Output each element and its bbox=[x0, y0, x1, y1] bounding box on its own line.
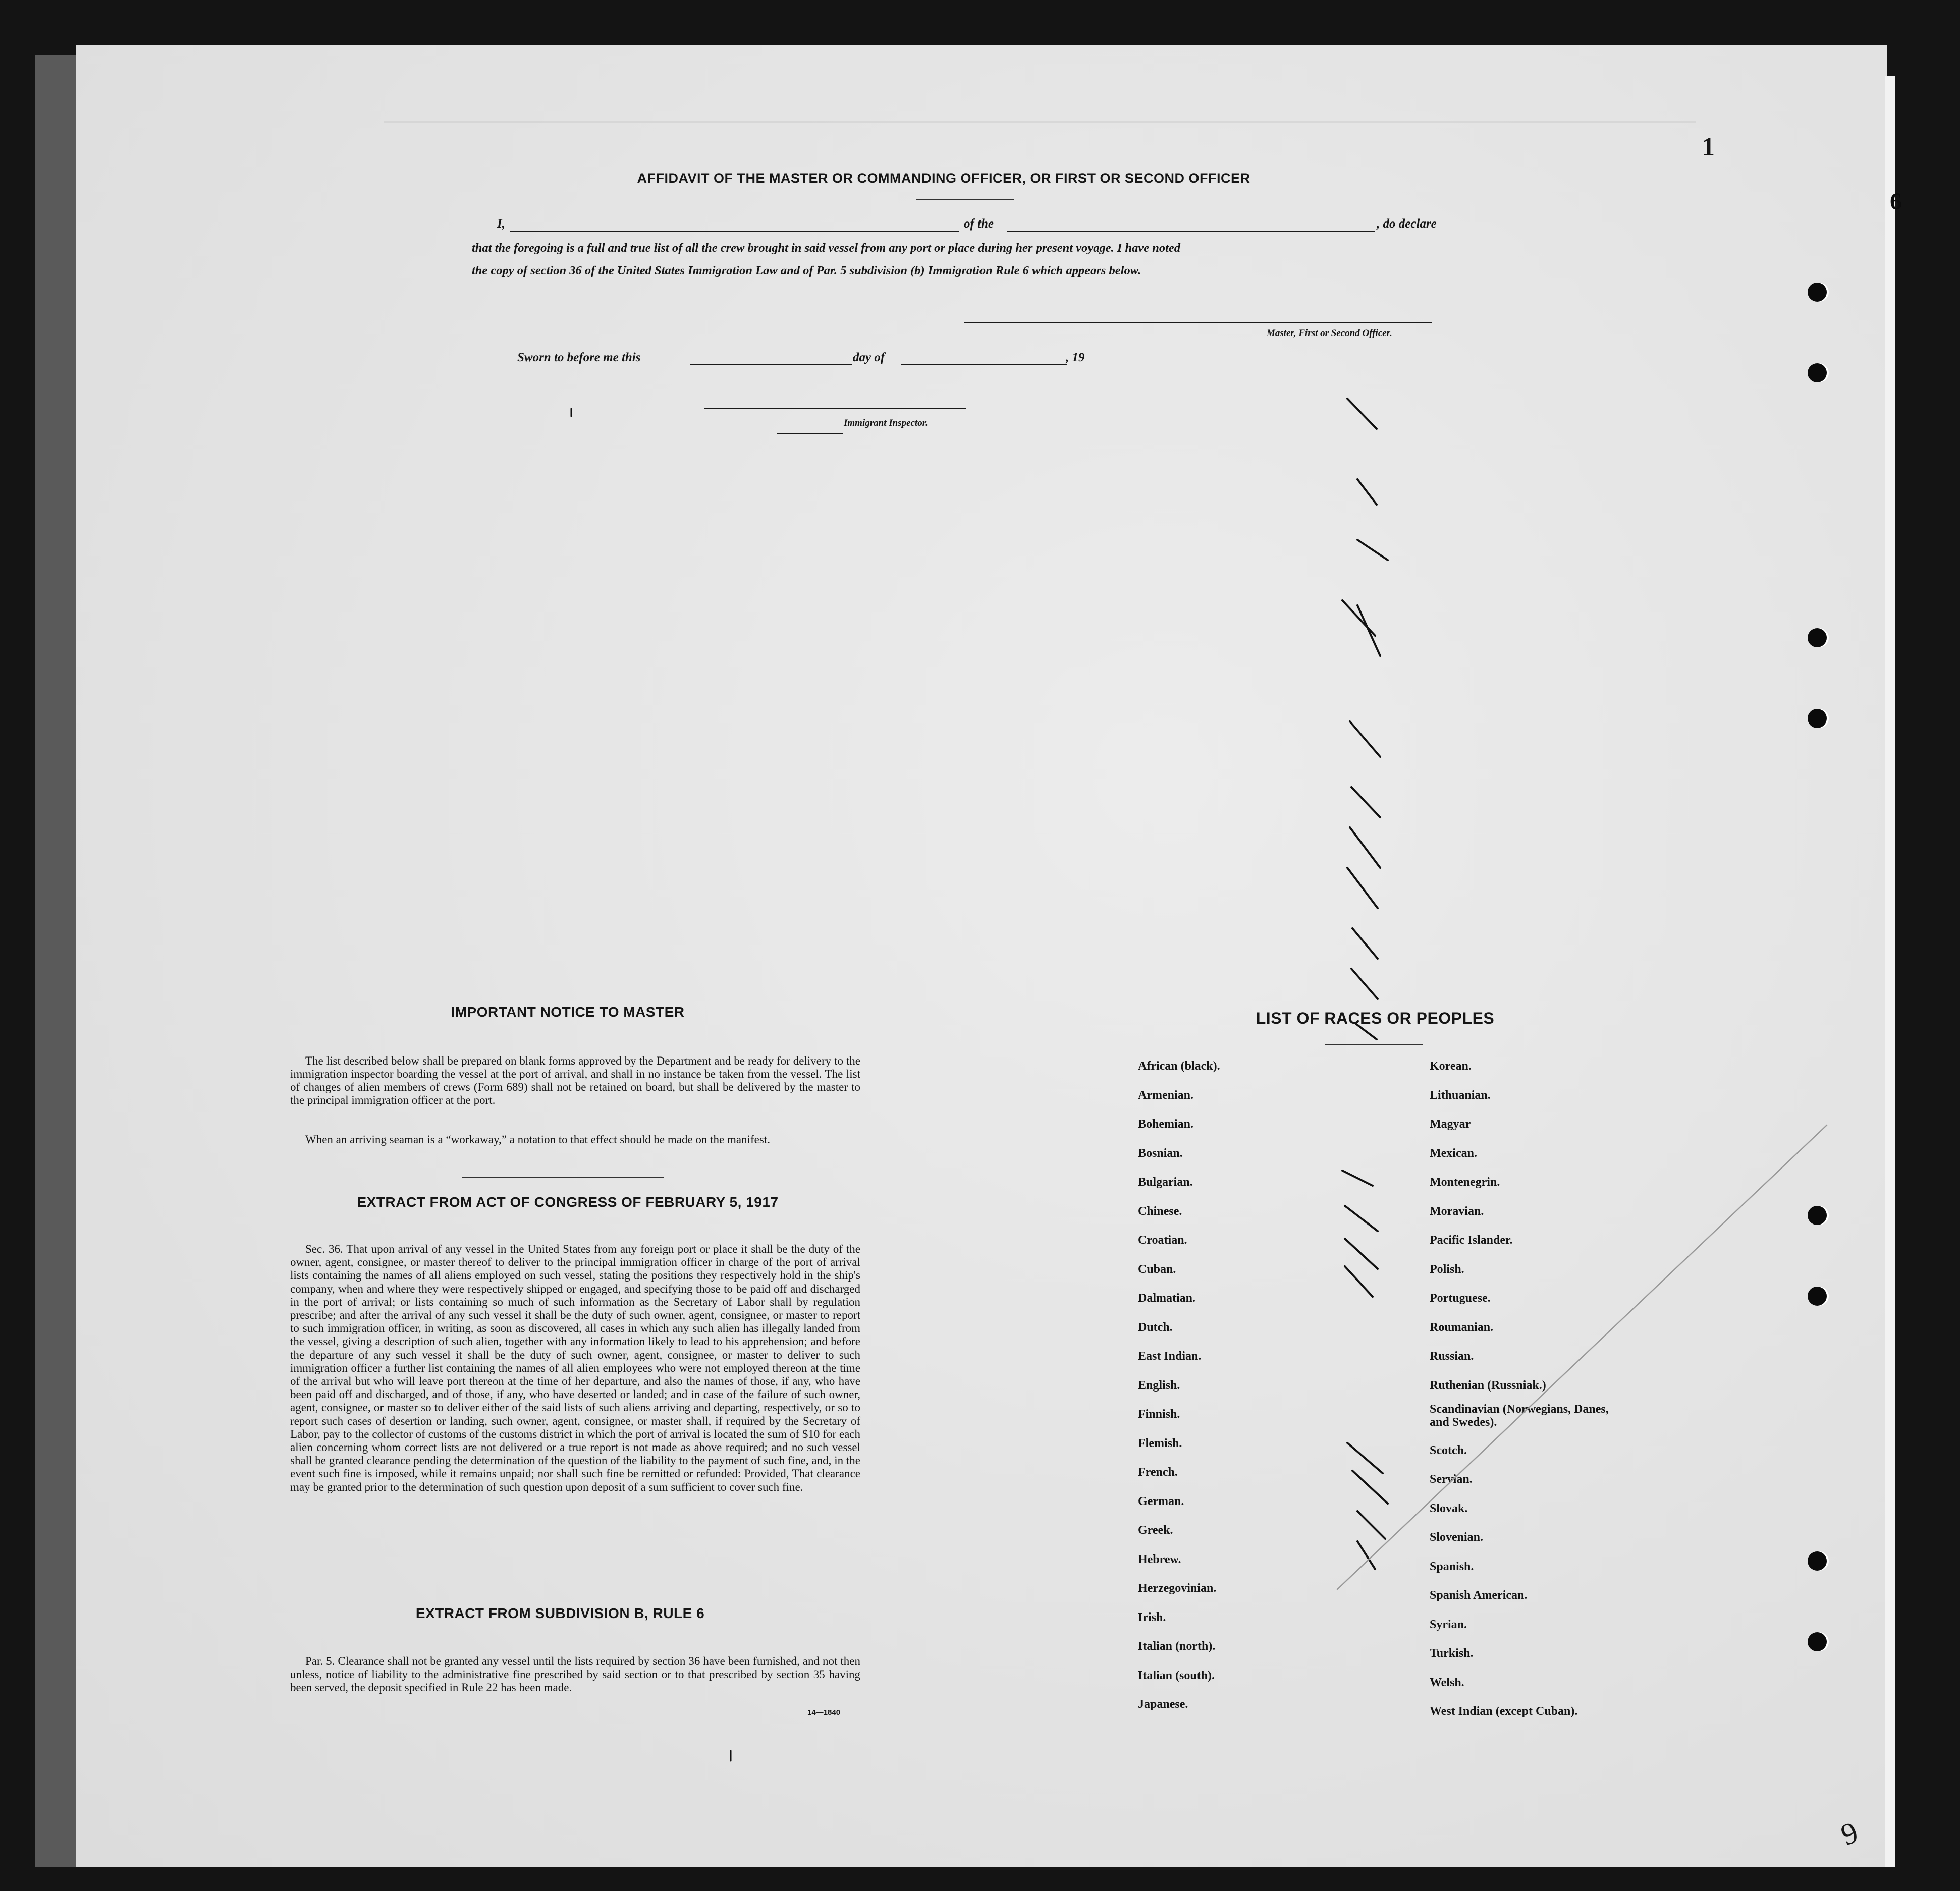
affidavit-title: AFFIDAVIT OF THE MASTER OR COMMANDING OFFICER, OR FIRST OR SECOND OFFICER bbox=[637, 171, 1250, 186]
race-item: Korean. bbox=[1430, 1060, 1472, 1073]
affidavit-of-the-label: of the bbox=[964, 217, 994, 231]
affidavit-text-line: that the foregoing is a full and true list of all the crew brought in said vessel from any port or place during her present voyage. I have noted bbox=[472, 241, 1181, 255]
race-item: West Indian (except Cuban). bbox=[1430, 1705, 1578, 1718]
signature-label: Master, First or Second Officer. bbox=[1267, 328, 1392, 339]
race-item: Flemish. bbox=[1138, 1436, 1182, 1450]
race-item: Bosnian. bbox=[1138, 1146, 1183, 1160]
race-item: Portuguese. bbox=[1430, 1292, 1491, 1305]
margin-mark: 1 bbox=[1702, 133, 1715, 161]
race-item: East Indian. bbox=[1138, 1350, 1202, 1363]
race-item: French. bbox=[1138, 1466, 1178, 1479]
race-item: Scandinavian (Norwegians, Danes, and Swedes). bbox=[1430, 1403, 1609, 1429]
race-item: Moravian. bbox=[1430, 1204, 1484, 1218]
race-item: African (black). bbox=[1138, 1060, 1220, 1073]
rule-extract-title: EXTRACT FROM SUBDIVISION B, RULE 6 bbox=[415, 1605, 705, 1621]
race-item: Italian (south). bbox=[1138, 1668, 1215, 1682]
race-item: Welsh. bbox=[1430, 1676, 1464, 1689]
notice-paragraph: The list described below shall be prepared on blank forms approved by the Department and be ready for delivery to the immigration inspector boarding the vessel at the port of arrival, and shall in no instance be taken from the vessel. The list of changes of alien members of crews (Form 689) shall not be retained on board, but shall be delivered by the master to the principal immigration officer at the port. bbox=[290, 1054, 860, 1106]
race-item: Irish. bbox=[1138, 1610, 1166, 1624]
act-extract-title: EXTRACT FROM ACT OF CONGRESS OF FEBRUARY 5, 1917 bbox=[357, 1194, 779, 1210]
race-item: Dalmatian. bbox=[1138, 1292, 1195, 1305]
form-number: 14—1840 bbox=[807, 1708, 841, 1717]
race-item: English. bbox=[1138, 1378, 1180, 1392]
race-item: German. bbox=[1138, 1494, 1184, 1508]
affidavit-text-line: the copy of section 36 of the United States Immigration Law and of Par. 5 subdivision (b) Immigration Rule 6 which appears below. bbox=[472, 264, 1141, 277]
margin-mark: 6 bbox=[1890, 188, 1902, 215]
race-item: Hebrew. bbox=[1138, 1552, 1181, 1566]
race-item: Scotch. bbox=[1430, 1443, 1467, 1457]
notice-title: IMPORTANT NOTICE TO MASTER bbox=[451, 1004, 685, 1020]
race-item: Slovenian. bbox=[1430, 1531, 1484, 1544]
act-extract-text: Sec. 36. That upon arrival of any vessel in the United States from any foreign port or place it shall be the duty of the owner, agent, consignee, or master thereof to deliver to the principal immigration officer in charge of the port of arrival lists containing the names of all aliens employed on such vessel, stating the positions they respectively hold in the ship's company, when and where they were respectively shipped or engaged, and specifying those to be paid off and discharged in the port of arrival; or lists containing so much of such information as the Secretary of Labor shall by regulation prescribe; and after the arrival of any such vessel it shall be the duty of such owner, agent, consignee, or master to report to such immigration officer, in writing, as soon as discovered, all cases in which any such alien has illegally landed from the vessel, giving a description of such alien, together with any information likely to lead to his apprehension; and before the departure of any such vessel it shall be the duty of such owner, agent, consignee, or master to deliver to such immigration officer a further list containing the names of all alien employees who were not employed thereon at the time of the arrival but who will leave port thereon at the time of her departure, and also the names of those, if any, who have been paid off and discharged, and of those, if any, who have deserted or landed; and in case of the failure of such owner, agent, consignee, or master so to deliver either of the said lists of such aliens arriving and departing, respectively, or so to report such cases of desertion or landing, such owner, agent, consignee, or master shall, if required by the Secretary of Labor, pay to the collector of customs of the customs district in which the port of arrival is located the sum of $10 for each alien concerning whom correct lists are not delivered or a true report is not made as above required; and no such vessel shall be granted clearance pending the determination of the question of the liability to the payment of such fine, and, in the event such fine is imposed, while it remains unpaid; nor shall such fine be remitted or refunded: Provided, That clearance may be granted prior to the determination of such question upon deposit of a sum sufficient to cover such fine. bbox=[290, 1243, 860, 1493]
affidavit-i-label: I, bbox=[497, 217, 505, 231]
race-item: Servian. bbox=[1430, 1473, 1473, 1486]
race-item: Magyar bbox=[1430, 1118, 1471, 1131]
notice-paragraph: When an arriving seaman is a “workaway,” a notation to that effect should be made on the manifest. bbox=[305, 1133, 770, 1146]
race-item: Bohemian. bbox=[1138, 1118, 1194, 1131]
race-item: Russian. bbox=[1430, 1350, 1474, 1363]
race-item: Polish. bbox=[1430, 1262, 1464, 1276]
races-title: LIST OF RACES OR PEOPLES bbox=[1256, 1009, 1495, 1027]
race-item: Mexican. bbox=[1430, 1146, 1477, 1160]
year-label: , 19 bbox=[1066, 351, 1085, 364]
race-item: Greek. bbox=[1138, 1524, 1173, 1537]
race-item: Finnish. bbox=[1138, 1408, 1180, 1421]
race-item: Montenegrin. bbox=[1430, 1176, 1500, 1189]
race-item: Cuban. bbox=[1138, 1262, 1176, 1276]
race-item: Armenian. bbox=[1138, 1088, 1193, 1102]
race-item: Bulgarian. bbox=[1138, 1176, 1193, 1189]
race-item: Ruthenian (Russniak.) bbox=[1430, 1378, 1546, 1392]
race-item: Chinese. bbox=[1138, 1204, 1182, 1218]
race-item: Spanish. bbox=[1430, 1560, 1474, 1573]
day-of-label: day of bbox=[853, 351, 885, 364]
race-item: Croatian. bbox=[1138, 1234, 1187, 1247]
affidavit-declare-label: , do declare bbox=[1377, 217, 1437, 231]
sworn-label: Sworn to before me this bbox=[517, 351, 641, 364]
race-item: Slovak. bbox=[1430, 1501, 1468, 1515]
race-item: Dutch. bbox=[1138, 1320, 1173, 1334]
race-item: Lithuanian. bbox=[1430, 1088, 1491, 1102]
race-item: Italian (north). bbox=[1138, 1640, 1216, 1653]
inspector-label: Immigrant Inspector. bbox=[844, 418, 928, 428]
race-item: Turkish. bbox=[1430, 1647, 1474, 1660]
rule-extract-text: Par. 5. Clearance shall not be granted any vessel until the lists required by section 36 have been furnished, and not then unless, notice of liability to the administrative fine prescribed by said section or to that prescribed by section 35 having been served, the deposit specified in Rule 22 has been made. bbox=[290, 1655, 860, 1694]
race-item: Pacific Islander. bbox=[1430, 1234, 1513, 1247]
race-item: Roumanian. bbox=[1430, 1320, 1494, 1334]
race-item: Syrian. bbox=[1430, 1618, 1467, 1631]
race-item: Herzegovinian. bbox=[1138, 1582, 1217, 1595]
race-item: Japanese. bbox=[1138, 1698, 1188, 1711]
race-item: Spanish American. bbox=[1430, 1589, 1528, 1602]
margin-mark: 9 bbox=[1836, 1815, 1863, 1852]
